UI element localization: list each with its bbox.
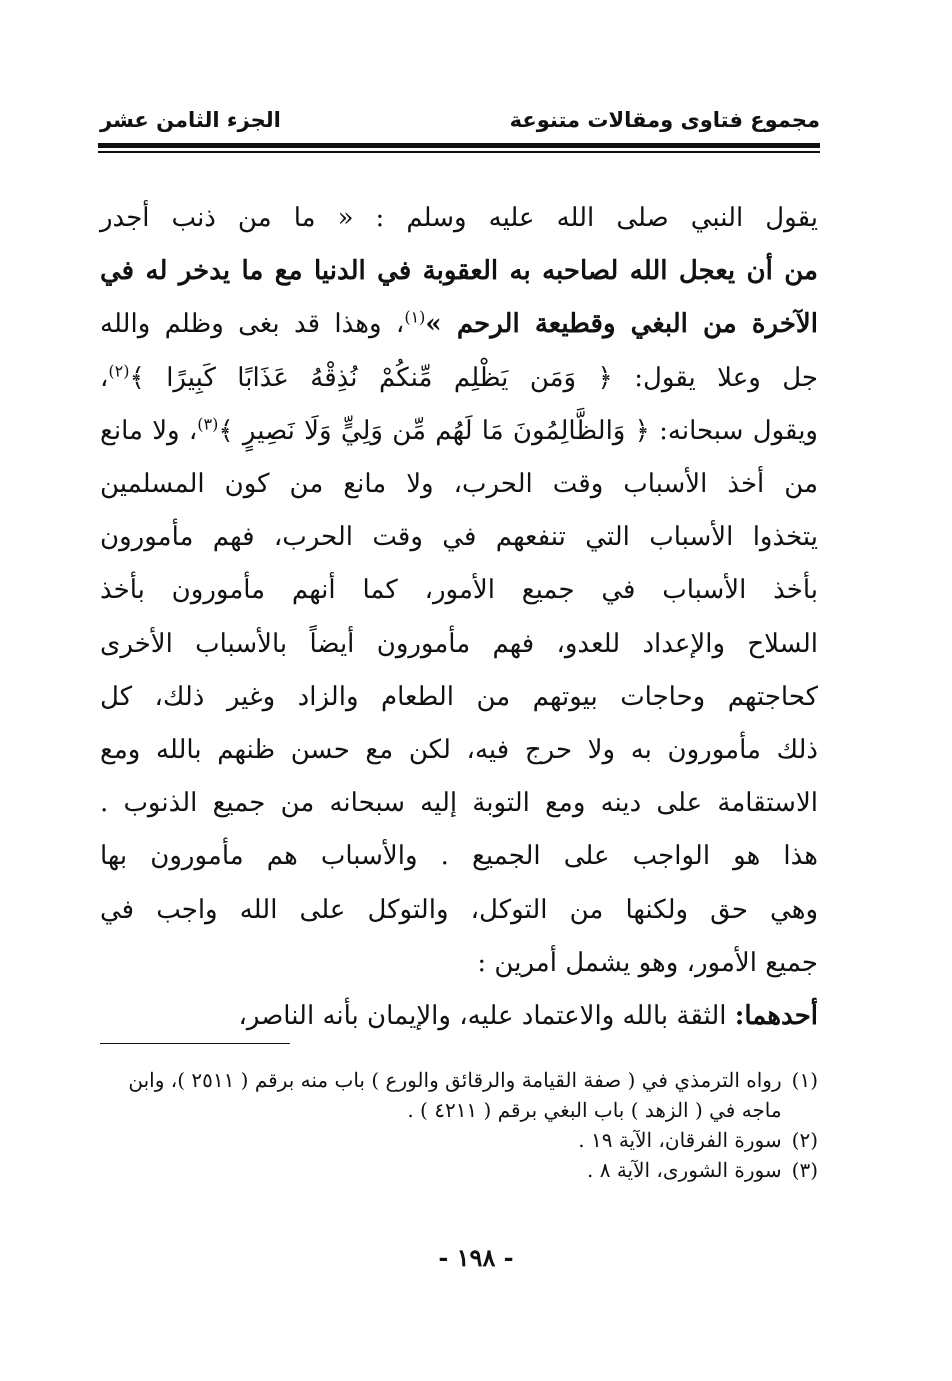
line-5-text: ويقول سبحانه: ﴿ وَالظَّالِمُونَ مَا لَهُم مِّن وَلِيٍّ وَلَا نَصِيرٍ ﴾ — [218, 415, 818, 446]
line-16-rest: الثقة بالله والاعتماد عليه، والإيمان بأنه الناصر، — [238, 1001, 735, 1032]
footnote-3-text: سورة الشورى، الآية ٨ . — [587, 1158, 782, 1182]
text-line-10: كحاجتهم وحاجات بيوتهم من الطعام والزاد وغير ذلك، كل — [100, 681, 818, 712]
text-line-4 — [100, 352, 818, 405]
page-number: - ١٩٨ - — [438, 1243, 514, 1272]
footnote-2-number: (٢) — [791, 1128, 818, 1152]
line-4-text: جل وعلا يقول: ﴿ وَمَن يَظْلِم مِّنكُمْ نُذِقْهُ عَذَابًا كَبِيرًا ﴾ — [129, 362, 818, 393]
text-line-3 — [100, 298, 818, 351]
book-title: مجموع فتاوى ومقالات متنوعة — [509, 108, 820, 132]
line-2-text: من أن يعجل الله لصاحبه به العقوبة في الدنيا مع ما يدخر له في — [100, 256, 818, 287]
volume-label: الجزء الثامن عشر — [100, 108, 281, 132]
line-4-tail: ، — [100, 362, 109, 393]
footnote-ref-1[interactable]: (١) — [404, 307, 426, 327]
text-line-15: جميع الأمور، وهو يشمل أمرين : — [477, 947, 818, 978]
text-line-8: بأخذ الأسباب في جميع الأمور، كما أنهم مأمورون بأخذ — [100, 575, 818, 606]
text-line-2 — [100, 245, 818, 298]
text-line-16 — [100, 990, 818, 1043]
line-5-tail: ، ولا مانع — [100, 415, 198, 446]
footnotes — [100, 1065, 818, 1185]
footnote-1-text: رواه الترمذي في ( صفة القيامة والرقائق والورع ) باب منه برقم ( ٢٥١١ )، وابن ماجه في ( الزهد ) باب البغي برقم ( ٤٢١١ ) . — [128, 1068, 782, 1122]
footnote-ref-2[interactable]: (٢) — [108, 360, 130, 380]
footnote-1 — [100, 1065, 818, 1125]
text-line-6: من أخذ الأسباب وقت الحرب، ولا مانع من كون المسلمين — [100, 469, 818, 500]
line-3-tail: ، وهذا قد بغى وظلم والله — [100, 309, 405, 340]
text-line-9: السلاح والإعداد للعدو، فهم مأمورون أيضاً بالأسباب الأخرى — [100, 628, 818, 659]
text-line-1 — [100, 192, 818, 245]
footnote-3 — [100, 1155, 818, 1185]
text-line-11: ذلك مأمورون به ولا حرج فيه، لكن مع حسن ظنهم بالله ومع — [100, 735, 818, 766]
text-line-12: الاستقامة على دينه ومع التوبة إليه سبحانه من جميع الذنوب . — [100, 788, 818, 819]
text-line-14: وهي حق ولكنها من التوكل، والتوكل على الله واجب في — [100, 894, 818, 925]
footnote-ref-3[interactable]: (٣) — [197, 414, 219, 434]
line-1-text: يقول النبي صلى الله عليه وسلم : « ما من ذنب أجدر — [100, 203, 818, 233]
text-line-5 — [100, 405, 818, 458]
footnote-1-number: (١) — [791, 1068, 818, 1092]
footnote-3-number: (٣) — [791, 1158, 818, 1182]
header-rule-thin — [98, 151, 820, 153]
line-3-text: الآخرة من البغي وقطيعة الرحم » — [425, 309, 818, 340]
main-text — [100, 192, 818, 1043]
footnote-2-text: سورة الفرقان، الآية ١٩ . — [578, 1128, 782, 1152]
header-rule-thick — [98, 143, 820, 148]
footnote-separator — [100, 1043, 290, 1044]
text-line-7: يتخذوا الأسباب التي تنفعهم في وقت الحرب، فهم مأمورون — [100, 522, 818, 553]
text-line-13: هذا هو الواجب على الجميع . والأسباب هم مأمورون بها — [100, 841, 818, 872]
footnote-2 — [100, 1125, 818, 1155]
running-header — [100, 108, 820, 138]
line-16-bold: أحدهما: — [734, 1001, 818, 1032]
